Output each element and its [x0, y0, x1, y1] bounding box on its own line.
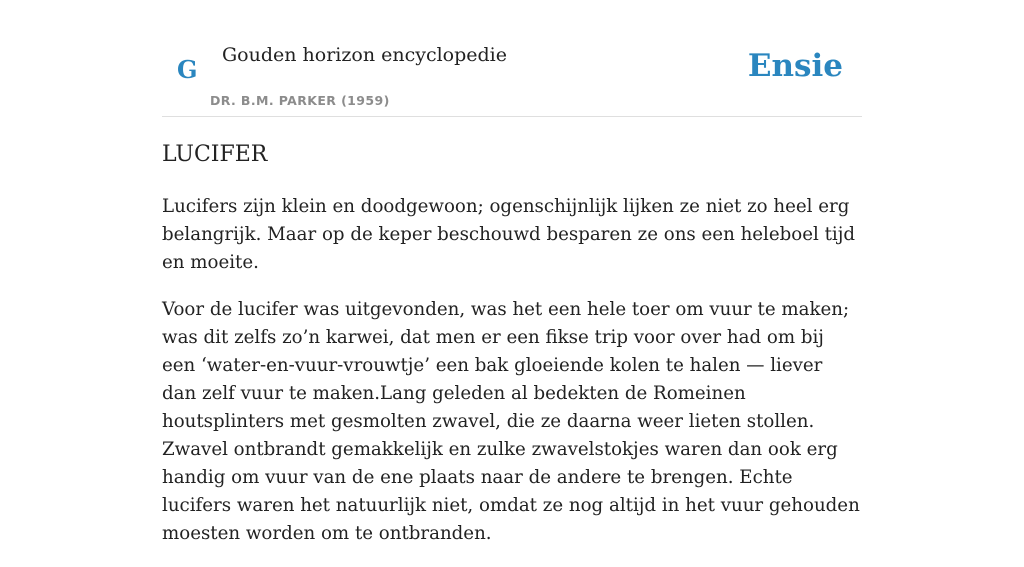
book-logo-link[interactable]: G — [177, 55, 198, 84]
book-title-link[interactable]: Gouden horizon encyclopedie — [222, 44, 507, 66]
book-author: DR. B.M. PARKER (1959) — [210, 93, 390, 108]
article-title: LUCIFER — [162, 142, 268, 167]
site-header — [162, 0, 862, 117]
article-paragraph-2: Voor de lucifer was uitgevonden, was het een hele toer om vuur te maken; was dit zelfs zo’n karwei, dat men er een fikse trip voor over had om bij een ‘water-en-vuur-vrouwtje’ een bak gloeiende kolen te halen — liever dan zelf vuur te maken.Lang geleden al bedekten de Romeinen houtsplinters met gesmolten zwavel, die ze daarna weer lieten stollen. Zwavel ontbrandt gemakkelijk en zulke zwavelstokjes waren dan ook erg handig om vuur van de ene plaats naar de andere te brengen. Echte lucifers waren het natuurlijk niet, omdat ze nog altijd in het vuur gehouden moesten worden om te ontbranden. — [162, 299, 860, 544]
article-paragraph-1: Lucifers zijn klein en doodgewoon; ogenschijnlijk lijken ze niet zo heel erg belangrijk. Maar op de keper beschouwd besparen ze ons een heleboel tijd en moeite. — [162, 196, 855, 273]
ensie-home-link[interactable]: Ensie — [747, 48, 843, 84]
article — [162, 139, 862, 567]
